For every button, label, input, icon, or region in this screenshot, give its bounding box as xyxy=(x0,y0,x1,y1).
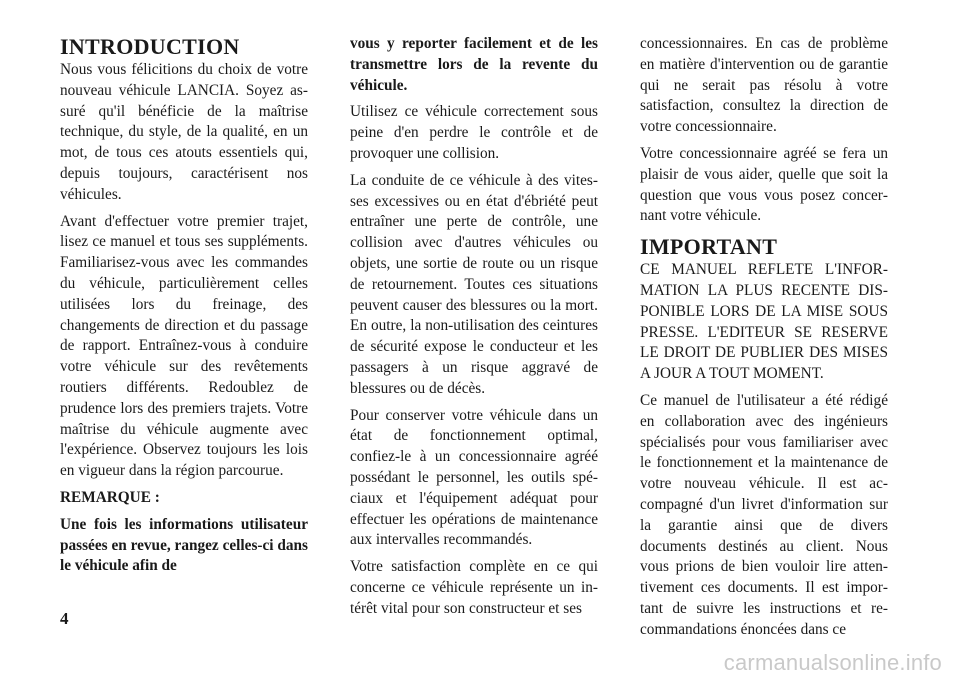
paragraph-speed-warning: La conduite de ce véhicule à des vitesses excessives ou en état d'ébriété peut entraîner une perte de contrôle, une collision avec d'autres véhicules ou objets, une sortie de route ou un risque de retournement. Toutes ces situations peuvent causer des blessures ou la mort. En outre, la non-utilisation des ceintures de sécurité expose le conducteur et les passagers à un risque aggravé de blessures ou de décès. xyxy=(350,171,598,397)
section-heading-introduction: INTRODUCTION xyxy=(60,34,240,59)
paragraph-dealers: concessionnaires. En cas de problème en matière d'intervention ou de garantie qui ne serait pas résolu à votre satisfaction, consultez la direction de votre concessionnaire. xyxy=(640,35,888,136)
paragraph-satisfaction: Votre satisfaction complète en ce qui concerne ce véhicule représente un intérêt vital pour son constructeur et ses xyxy=(350,558,598,617)
remark-label: REMARQUE : xyxy=(60,488,160,506)
paragraph-dealer-help: Votre concessionnaire agréé se fera un plaisir de vous aider, quelle que soit la question que vous vous posez concernant votre véhicule. xyxy=(640,144,888,225)
paragraph-manual-info: Ce manuel de l'utilisateur a été rédigé en collaboration avec des ingénieurs spécialisés pour vous familiariser avec le fonctionnement et la maintenance de votre nouveau véhicule. Il est accompagné d'un livret d'information sur la garantie ainsi que de divers documents destinés au client. Nous vous prions de bien vouloir lire attentivement ces documents. Il est important de suivre les instructions et recommandations énoncées dans ce xyxy=(640,391,888,638)
watermark: carmanualsonline.info xyxy=(723,650,942,675)
remark-text: Une fois les informations utilisateur passées en revue, rangez celles-ci dans le véhicule afin de xyxy=(60,515,308,575)
column-right xyxy=(640,34,888,647)
paragraph-use-correctly: Utilisez ce véhicule correctement sous peine d'en perdre le contrôle et de provoquer une collision. xyxy=(350,103,598,162)
paragraph-maintenance: Pour conserver votre véhicule dans un état de fonctionnement optimal, confiez-le à un concessionnaire agréé possédant le personnel, les outils spéciaux et l'équipement adéquat pour effectuer les opérations de maintenance aux intervalles recommandés. xyxy=(350,406,598,549)
remark-text-continued: vous y reporter facilement et de les transmettre lors de la revente du véhicule. xyxy=(350,35,598,94)
paragraph-congratulations: Nous vous félicitions du choix de votre nouveau véhicule LANCIA. Soyez assuré qu'il bénéficie de la maîtrise technique, du style, de la qualité, en un mot, de tous ces atouts essentiels qui, depuis toujours, caractérisent nos véhicules. xyxy=(60,61,308,203)
important-notice: CE MANUEL REFLETE L'INFORMATION LA PLUS RECENTE DISPONIBLE LORS DE LA MISE SOUS PRESSE. L'EDITEUR SE RESERVE LE DROIT DE PUBLIER DES MISES A JOUR A TOUT MOMENT. xyxy=(640,261,888,383)
column-middle xyxy=(350,34,598,626)
page-number: 4 xyxy=(60,609,69,628)
column-left xyxy=(60,34,308,583)
paragraph-first-trip: Avant d'effectuer votre premier trajet, lisez ce manuel et tous ses suppléments. Familiarisez-vous avec les commandes du véhicule, particulièrement celles utilisées lors du freinage, des changements de direction et du passage de rapport. Entraînez-vous à conduire votre véhicule sur des revêtements routiers différents. Redoublez de prudence lors des premiers trajets. Votre maîtrise du véhicule augmente avec l'expérience. Observez toujours les lois en vigueur dans la région parcourue. xyxy=(60,212,308,480)
section-heading-important: IMPORTANT xyxy=(640,234,778,260)
